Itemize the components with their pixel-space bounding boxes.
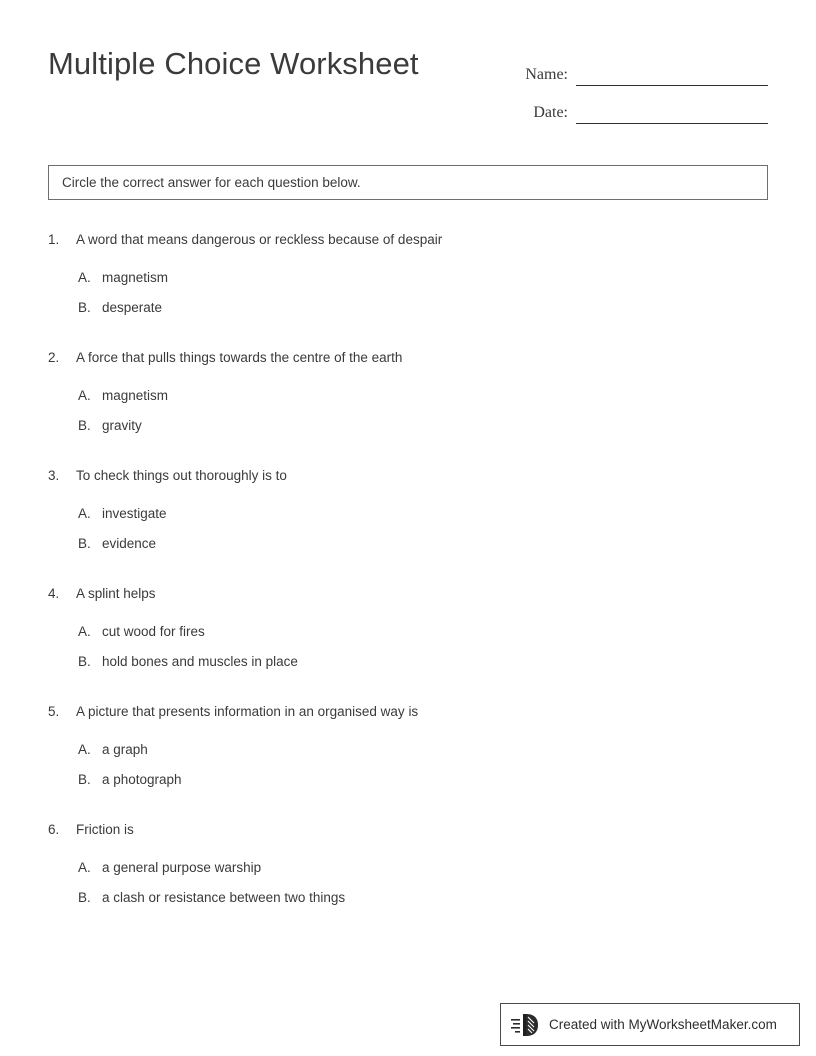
question-row: [48, 820, 768, 840]
option-row[interactable]: [78, 386, 768, 406]
worksheet-header: [48, 42, 768, 132]
option-row[interactable]: [78, 298, 768, 318]
question-row: [48, 584, 768, 604]
option-row[interactable]: [78, 888, 768, 908]
page-title: Multiple Choice Worksheet: [48, 46, 419, 81]
question-text: To check things out thoroughly is to: [76, 468, 287, 483]
question-block: [48, 820, 768, 908]
option-text: gravity: [102, 418, 142, 433]
option-row[interactable]: [78, 504, 768, 524]
option-text: cut wood for fires: [102, 624, 205, 639]
questions-list: [48, 230, 768, 938]
question-text: A picture that presents information in an organised way is: [76, 704, 419, 719]
option-list: [48, 504, 768, 554]
option-letter: B.: [78, 654, 91, 669]
date-field-row: [516, 86, 768, 124]
question-number: 2.: [48, 350, 60, 365]
option-text: desperate: [102, 300, 163, 315]
badge-label: Created with MyWorksheetMaker.com: [549, 1017, 777, 1032]
question-number: 3.: [48, 468, 60, 483]
option-list: [48, 858, 768, 908]
option-letter: A.: [78, 270, 91, 285]
option-text: magnetism: [102, 388, 169, 403]
option-list: [48, 622, 768, 672]
option-letter: B.: [78, 300, 91, 315]
option-list: [48, 268, 768, 318]
option-text: hold bones and muscles in place: [102, 654, 298, 669]
option-text: a clash or resistance between two things: [102, 890, 346, 905]
option-row[interactable]: [78, 268, 768, 288]
option-row[interactable]: [78, 740, 768, 760]
question-block: [48, 702, 768, 790]
option-letter: A.: [78, 506, 91, 521]
question-text: A splint helps: [76, 586, 156, 601]
name-date-fields: [516, 48, 768, 124]
option-row[interactable]: [78, 534, 768, 554]
name-field-row: [516, 48, 768, 86]
option-row[interactable]: [78, 770, 768, 790]
question-block: [48, 230, 768, 318]
option-letter: A.: [78, 860, 91, 875]
question-block: [48, 466, 768, 554]
question-text: A word that means dangerous or reckless because of despair: [76, 232, 443, 247]
date-label: Date:: [533, 104, 568, 121]
name-label: Name:: [525, 66, 568, 83]
option-text: a graph: [102, 742, 148, 757]
question-row: [48, 348, 768, 368]
question-block: [48, 348, 768, 436]
question-row: [48, 466, 768, 486]
option-letter: B.: [78, 890, 91, 905]
name-input-line[interactable]: [576, 65, 768, 86]
option-letter: B.: [78, 418, 91, 433]
option-row[interactable]: [78, 858, 768, 878]
option-letter: B.: [78, 772, 91, 787]
question-number: 1.: [48, 232, 60, 247]
date-input-line[interactable]: [576, 103, 768, 124]
instruction-text: Circle the correct answer for each question below.: [62, 174, 361, 190]
question-row: [48, 702, 768, 722]
option-text: magnetism: [102, 270, 169, 285]
worksheet-maker-logo-icon: [511, 1012, 545, 1038]
option-letter: B.: [78, 536, 91, 551]
option-letter: A.: [78, 742, 91, 757]
question-number: 6.: [48, 822, 60, 837]
option-list: [48, 740, 768, 790]
question-number: 4.: [48, 586, 60, 601]
option-row[interactable]: [78, 652, 768, 672]
instruction-box: [48, 165, 768, 200]
question-row: [48, 230, 768, 250]
option-text: a general purpose warship: [102, 860, 262, 875]
created-with-badge[interactable]: [500, 1003, 800, 1046]
option-letter: A.: [78, 388, 91, 403]
option-text: evidence: [102, 536, 157, 551]
option-text: a photograph: [102, 772, 182, 787]
option-text: investigate: [102, 506, 167, 521]
option-letter: A.: [78, 624, 91, 639]
option-row[interactable]: [78, 416, 768, 436]
option-list: [48, 386, 768, 436]
question-number: 5.: [48, 704, 60, 719]
question-block: [48, 584, 768, 672]
question-text: Friction is: [76, 822, 134, 837]
option-row[interactable]: [78, 622, 768, 642]
question-text: A force that pulls things towards the centre of the earth: [76, 350, 403, 365]
